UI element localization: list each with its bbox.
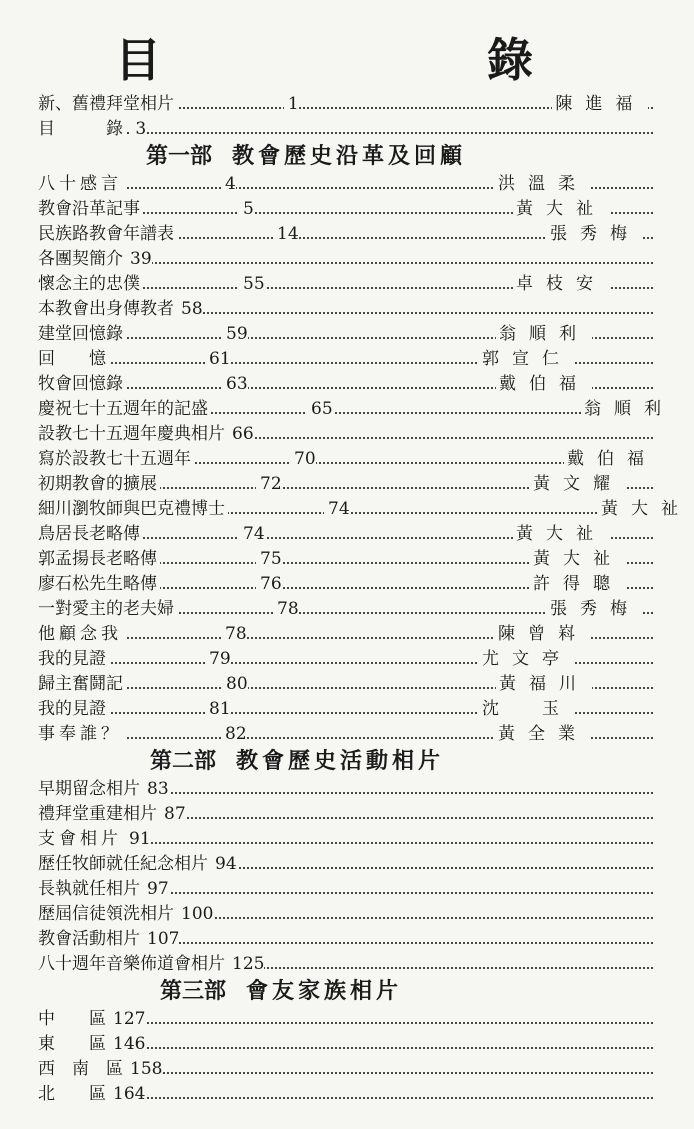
entry-page: 79	[205, 649, 231, 669]
toc-entry	[38, 952, 653, 977]
entry-title: 教會活動相片	[38, 929, 143, 949]
entry-author: 張秀梅	[547, 599, 643, 619]
entry-title: 我的見證	[38, 699, 109, 719]
entry-page: 3	[131, 119, 146, 139]
entry-title: 東 區	[38, 1034, 109, 1054]
section-title: 教會歷史活動相片	[236, 749, 445, 774]
entry-title: 本教會出身傳教者	[38, 299, 177, 319]
entry-page: 4	[221, 174, 236, 194]
entry-page: 107	[143, 929, 179, 949]
entry-page: 78	[273, 599, 299, 619]
toc-entry	[38, 777, 653, 802]
toc-entry	[38, 572, 653, 597]
entry-author: 沈 玉	[479, 699, 575, 719]
toc-entry	[38, 117, 653, 142]
toc-entry	[38, 197, 653, 222]
entry-title: 歷任牧師就任紀念相片	[38, 854, 211, 874]
entry-page: 66	[228, 424, 254, 444]
toc-entry	[38, 172, 653, 197]
entry-title: 早期留念相片	[38, 779, 143, 799]
entry-page: 5	[239, 199, 254, 219]
entry-author: 陳進福	[552, 94, 648, 114]
toc-entry	[38, 722, 653, 747]
entry-page: 59	[222, 324, 248, 344]
entry-title: 新、舊禮拜堂相片	[38, 94, 177, 114]
toc-entry	[38, 397, 674, 422]
entry-author: 黃大祉	[530, 549, 626, 569]
entry-title: 歸主奮鬪記	[38, 674, 126, 694]
toc-entry	[38, 472, 653, 497]
entry-title: 我的見證	[38, 649, 109, 669]
entry-page: 74	[239, 524, 265, 544]
entry-title: 廖石松先生略傳	[38, 574, 160, 594]
entry-title: 八十感言	[38, 174, 125, 194]
section-title: 教會歷史沿革及回顧	[232, 144, 467, 169]
entry-page: 87	[160, 804, 186, 824]
entry-title: 禮拜堂重建相片	[38, 804, 160, 824]
entry-title: 民族路教會年譜表	[38, 224, 177, 244]
entry-title: 歷屆信徒領洗相片	[38, 904, 177, 924]
section-title: 會友家族相片	[246, 979, 403, 1004]
entry-author: 郭宣仁	[479, 349, 575, 369]
entry-title: 一對愛主的老夫婦	[38, 599, 177, 619]
toc-entry	[38, 647, 653, 672]
toc-entry	[38, 852, 653, 877]
entry-page: 91	[125, 829, 151, 849]
toc-entry	[38, 322, 653, 347]
section-heading	[38, 142, 653, 172]
toc-entry	[38, 372, 653, 397]
entry-title: 鳥居長老略傳	[38, 524, 143, 544]
toc-entry	[38, 297, 653, 322]
entry-title: 設教七十五週年慶典相片	[38, 424, 228, 444]
entry-page: 127	[109, 1009, 145, 1029]
entry-title: 回 憶	[38, 349, 109, 369]
entry-author: 翁順利	[496, 324, 592, 344]
entry-author: 戴伯福	[564, 449, 660, 469]
toc-entry	[38, 697, 653, 722]
entry-page: 55	[239, 274, 265, 294]
entry-page: 14	[273, 224, 299, 244]
entry-page: 158	[126, 1059, 162, 1079]
toc-entry	[38, 272, 653, 297]
toc-entry	[38, 1057, 653, 1082]
entry-title: 支會相片	[38, 829, 125, 849]
entry-author: 卓枝安	[513, 274, 609, 294]
entry-title: 郭孟揚長老略傳	[38, 549, 160, 569]
entry-title: 八十週年音樂佈道會相片	[38, 954, 228, 974]
entry-page: 125	[228, 954, 264, 974]
entry-page: 82	[221, 724, 247, 744]
entry-page: 74	[324, 499, 350, 519]
entry-author: 許得聰	[530, 574, 626, 594]
entry-page: 81	[205, 699, 231, 719]
entry-page: 164	[109, 1084, 145, 1104]
entry-page: 75	[256, 549, 282, 569]
page-title: 目 錄	[115, 33, 673, 87]
entry-page: 65	[307, 399, 333, 419]
toc-entry	[38, 877, 653, 902]
entry-page: 63	[222, 374, 248, 394]
toc-entry	[38, 222, 653, 247]
entry-author: 陳曾嵙	[495, 624, 591, 644]
entry-author: 黃大祉	[513, 199, 609, 219]
entry-author: 張秀梅	[547, 224, 643, 244]
toc-entry	[38, 447, 657, 472]
entry-author: 黃全業	[495, 724, 591, 744]
toc-entry	[38, 927, 653, 952]
section-heading	[38, 747, 653, 777]
entry-title: 寫於設教七十五週年	[38, 449, 194, 469]
toc-entry	[38, 802, 653, 827]
entry-page: 58	[177, 299, 203, 319]
toc-entry	[38, 422, 653, 447]
toc-entry	[38, 247, 653, 272]
toc-entry	[38, 902, 653, 927]
toc-entry	[38, 827, 653, 852]
toc-entry	[38, 1032, 653, 1057]
entry-title: 慶祝七十五週年的記盛	[38, 399, 211, 419]
entry-page: 78	[221, 624, 247, 644]
entry-title: 初期教會的擴展	[38, 474, 160, 494]
entry-page: 70	[290, 449, 316, 469]
entry-title: 建堂回憶錄	[38, 324, 126, 344]
entry-title: 長執就任相片	[38, 879, 143, 899]
entry-author: 尤文亭	[479, 649, 575, 669]
entry-author: 黃文耀	[530, 474, 626, 494]
entry-page: 39	[126, 249, 152, 269]
entry-author: 洪溫柔	[495, 174, 591, 194]
entry-page: 80	[222, 674, 248, 694]
toc-entry	[38, 497, 691, 522]
entry-author: 黃大祉	[598, 499, 694, 519]
toc-entry	[38, 672, 653, 697]
section-label: 第一部	[146, 144, 213, 169]
toc-entry	[38, 622, 653, 647]
entry-title: 牧會回憶錄	[38, 374, 126, 394]
entry-title: 北 區	[38, 1084, 109, 1104]
entry-page: 97	[143, 879, 169, 899]
toc-entry	[38, 522, 653, 547]
table-of-contents	[38, 92, 691, 1107]
entry-title: 懷念主的忠僕	[38, 274, 143, 294]
toc-entry	[38, 1082, 653, 1107]
entry-page: 76	[256, 574, 282, 594]
entry-page: 146	[109, 1034, 145, 1054]
entry-title: 細川瀏牧師與巴克禮博士	[38, 499, 228, 519]
section-label: 第三部	[160, 979, 227, 1004]
section-heading	[38, 977, 653, 1007]
toc-entry	[38, 597, 653, 622]
toc-entry	[38, 92, 653, 117]
toc-entry	[38, 547, 653, 572]
entry-author: 翁順利	[581, 399, 677, 419]
entry-page: 83	[143, 779, 169, 799]
entry-title: 西 南 區	[38, 1059, 126, 1079]
entry-author: 黃大祉	[513, 524, 609, 544]
entry-author: 戴伯福	[496, 374, 592, 394]
entry-author: 黃福川	[496, 674, 592, 694]
toc-entry	[38, 347, 653, 372]
entry-page: 1	[284, 94, 299, 114]
entry-page: 72	[256, 474, 282, 494]
entry-title: 教會沿革記事	[38, 199, 143, 219]
entry-title: 各團契簡介	[38, 249, 126, 269]
entry-title: 目 錄	[38, 119, 126, 139]
entry-page: 61	[205, 349, 231, 369]
toc-entry	[38, 1007, 653, 1032]
entry-title: 事奉誰？	[38, 724, 125, 744]
entry-page: 94	[211, 854, 237, 874]
entry-page: 100	[177, 904, 213, 924]
section-label: 第二部	[150, 749, 217, 774]
entry-title: 中 區	[38, 1009, 109, 1029]
entry-title: 他顧念我	[38, 624, 125, 644]
